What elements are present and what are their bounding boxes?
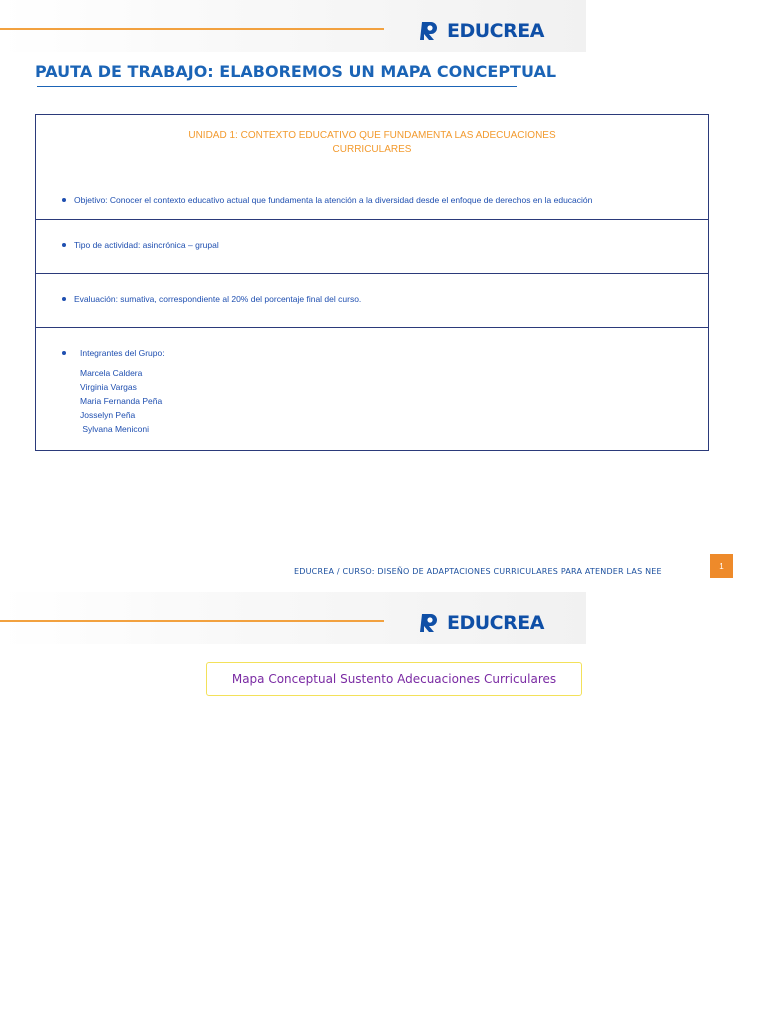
bullet-icon bbox=[62, 243, 66, 247]
logo-text: EDUCREA bbox=[447, 612, 544, 634]
members-label: Integrantes del Grupo: bbox=[80, 348, 165, 358]
assignment-table bbox=[35, 114, 709, 451]
page-title: PAUTA DE TRABAJO: ELABOREMOS UN MAPA CONCEPTUAL bbox=[35, 62, 557, 81]
unit-row bbox=[36, 115, 708, 220]
unit-title-line-1: UNIDAD 1: CONTEXTO EDUCATIVO QUE FUNDAMENTA LAS ADECUACIONES bbox=[188, 130, 556, 141]
activity-item bbox=[62, 240, 219, 250]
logo-text: EDUCREA bbox=[447, 20, 544, 42]
evaluation-item bbox=[62, 294, 361, 304]
educrea-logo bbox=[418, 610, 544, 636]
page-2 bbox=[0, 592, 768, 1024]
concept-map-title: Mapa Conceptual Sustento Adecuaciones Curriculares bbox=[231, 672, 557, 686]
educrea-logo-icon bbox=[418, 19, 442, 43]
unit-title bbox=[36, 129, 708, 157]
members-list bbox=[80, 366, 162, 436]
educrea-logo bbox=[418, 18, 544, 44]
footer-course-text: EDUCREA / CURSO: DISEÑO DE ADAPTACIONES CURRICULARES PARA ATENDER LAS NEE bbox=[294, 567, 662, 576]
member-name: Maria Fernanda Peña bbox=[80, 396, 163, 406]
member-name: Virginia Vargas bbox=[80, 382, 137, 392]
header-accent-line bbox=[0, 28, 384, 30]
objective-item bbox=[62, 195, 592, 205]
member-name: Josselyn Peña bbox=[80, 410, 136, 420]
activity-text: Tipo de actividad: asincrónica – grupal bbox=[74, 240, 219, 250]
title-underline bbox=[37, 86, 517, 87]
member-name: Sylvana Meniconi bbox=[80, 424, 149, 434]
members-item bbox=[62, 348, 165, 358]
evaluation-row bbox=[36, 274, 708, 328]
activity-row bbox=[36, 220, 708, 274]
members-row bbox=[36, 328, 708, 450]
unit-title-line-2: CURRICULARES bbox=[332, 144, 412, 155]
bullet-icon bbox=[62, 198, 66, 202]
evaluation-text: Evaluación: sumativa, correspondiente al 20% del porcentaje final del curso. bbox=[74, 294, 362, 304]
member-name: Marcela Caldera bbox=[80, 368, 143, 378]
educrea-logo-icon bbox=[418, 611, 442, 635]
bullet-icon bbox=[62, 297, 66, 301]
objective-text: Objetivo: Conocer el contexto educativo actual que fundamenta la atención a la diversidad desde el enfoque de derechos en la educación bbox=[74, 195, 593, 205]
header-accent-line bbox=[0, 620, 384, 622]
bullet-icon bbox=[62, 351, 66, 355]
concept-map-title-box bbox=[206, 662, 582, 696]
page-number-badge: 1 bbox=[710, 554, 733, 578]
